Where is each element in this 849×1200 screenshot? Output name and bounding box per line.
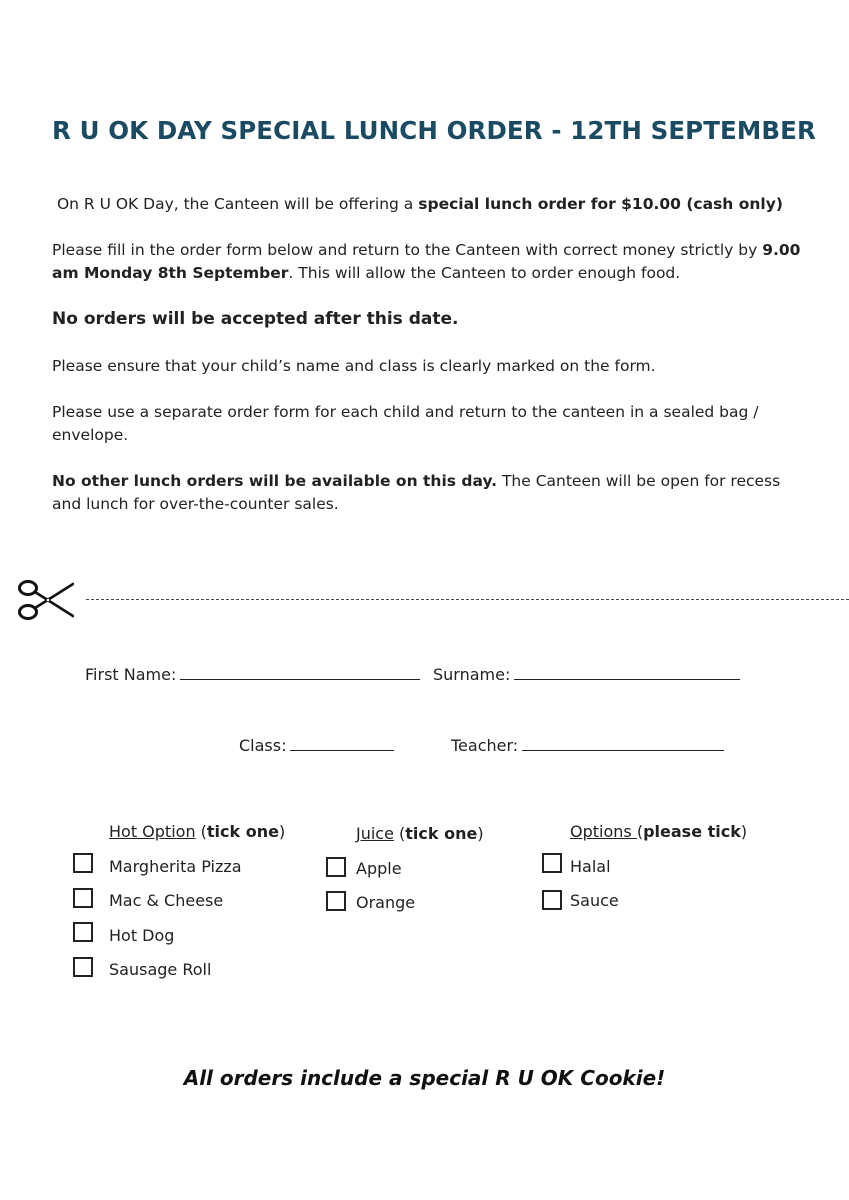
class-field[interactable] bbox=[239, 736, 394, 755]
option-label-apple: Apple bbox=[356, 859, 402, 878]
juice-paren-close: ) bbox=[477, 824, 484, 843]
checkbox-hot-dog[interactable] bbox=[73, 922, 93, 942]
option-label-sausage-roll: Sausage Roll bbox=[109, 960, 212, 979]
options-title: Options bbox=[570, 822, 637, 841]
surname-field[interactable] bbox=[433, 665, 740, 684]
juice-heading bbox=[356, 824, 484, 843]
deadline-text: Please fill in the order form below and return to the Canteen with correct money strictly by bbox=[52, 241, 763, 259]
first-name-field[interactable] bbox=[85, 665, 420, 684]
hot-paren-close: ) bbox=[278, 822, 286, 841]
checkbox-mac-cheese[interactable] bbox=[73, 888, 93, 908]
checkbox-orange[interactable] bbox=[326, 891, 346, 911]
option-label-orange: Orange bbox=[356, 893, 416, 912]
juice-title: Juice bbox=[356, 824, 394, 843]
separate-form-note: Please use a separate order form for each child and return to the canteen in a sealed bag / envelope. bbox=[52, 403, 759, 444]
options-paren-close: ) bbox=[740, 822, 748, 841]
first-name-label: First Name: bbox=[85, 665, 177, 684]
options-note: please tick bbox=[643, 822, 741, 841]
first-name-blank[interactable] bbox=[180, 665, 420, 680]
hot-option-note: tick one bbox=[206, 822, 279, 841]
cookie-footer: All orders include a special R U OK Cookie! bbox=[183, 1066, 666, 1090]
no-other-orders-text: The Canteen will be open for recess and lunch for over-the-counter sales. bbox=[52, 472, 781, 513]
surname-label: Surname: bbox=[433, 665, 511, 684]
teacher-field[interactable] bbox=[451, 736, 724, 755]
cut-line bbox=[86, 599, 849, 600]
no-other-orders-note bbox=[52, 470, 812, 516]
no-other-orders-bold: No other lunch orders will be available on this day. bbox=[52, 472, 498, 490]
option-label-halal: Halal bbox=[570, 857, 611, 876]
class-label: Class: bbox=[239, 736, 287, 755]
intro-price-bold: special lunch order for $10.00 (cash only) bbox=[418, 195, 783, 213]
options-paren-open: ( bbox=[636, 822, 644, 841]
hot-paren-open: ( bbox=[195, 822, 207, 841]
hot-option-heading bbox=[109, 822, 285, 841]
checkbox-margherita-pizza[interactable] bbox=[73, 853, 93, 873]
teacher-label: Teacher: bbox=[451, 736, 519, 755]
class-blank[interactable] bbox=[290, 736, 394, 751]
options-heading bbox=[570, 822, 747, 841]
checkbox-apple[interactable] bbox=[326, 857, 346, 877]
no-orders-warning: No orders will be accepted after this date. bbox=[52, 309, 459, 329]
deadline-bold: 9.00 am Monday 8th September bbox=[52, 241, 801, 282]
name-class-note: Please ensure that your child’s name and class is clearly marked on the form. bbox=[52, 357, 656, 375]
checkbox-sauce[interactable] bbox=[542, 890, 562, 910]
intro-price-text: On R U OK Day, the Canteen will be offering a bbox=[56, 195, 419, 213]
page-title: R U OK DAY SPECIAL LUNCH ORDER - 12TH SEPTEMBER bbox=[52, 116, 816, 145]
scissors-icon bbox=[16, 578, 74, 622]
teacher-blank[interactable] bbox=[522, 736, 724, 751]
intro-paragraph-price bbox=[52, 193, 812, 216]
option-label-sauce: Sauce bbox=[570, 891, 619, 910]
option-label-mac-cheese: Mac & Cheese bbox=[109, 891, 224, 910]
juice-paren-open: ( bbox=[393, 824, 406, 843]
deadline-after: . This will allow the Canteen to order enough food. bbox=[288, 264, 681, 282]
hot-option-title: Hot Option bbox=[109, 822, 196, 841]
juice-note: tick one bbox=[405, 824, 478, 843]
option-label-hot-dog: Hot Dog bbox=[109, 926, 175, 945]
checkbox-halal[interactable] bbox=[542, 853, 562, 873]
intro-paragraph-deadline bbox=[52, 239, 812, 285]
surname-blank[interactable] bbox=[514, 665, 740, 680]
checkbox-sausage-roll[interactable] bbox=[73, 957, 93, 977]
option-label-margherita-pizza: Margherita Pizza bbox=[109, 857, 242, 876]
